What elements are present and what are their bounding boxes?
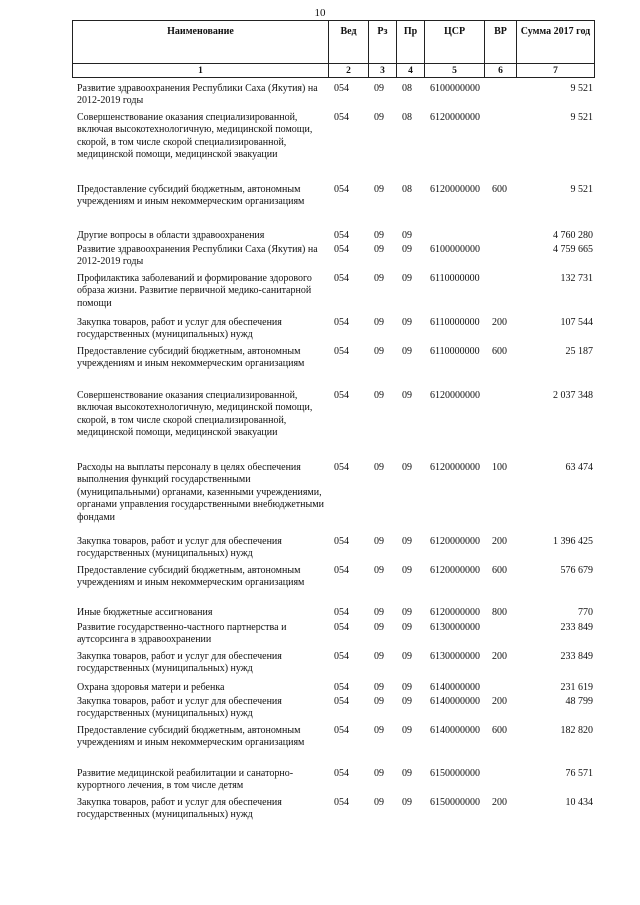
row-ved: 054 <box>334 112 349 123</box>
row-name: Закупка товаров, работ и услуг для обеспечения государственных (муниципальных) нужд <box>77 696 282 720</box>
row-name: Охрана здоровья матери и ребенка <box>77 682 225 693</box>
row-sum: 9 521 <box>570 83 593 94</box>
row-rz: 09 <box>374 462 384 473</box>
row-name: Закупка товаров, работ и услуг для обеспечения государственных (муниципальных) нужд <box>77 797 282 821</box>
row-ved: 054 <box>334 462 349 473</box>
row-csr: 6120000000 <box>430 390 480 401</box>
page-number: 10 <box>314 7 326 19</box>
row-name: Развитие государственно-частного партнерства и аутсорсинга в здравоохранении <box>77 622 287 646</box>
row-ved: 054 <box>334 725 349 736</box>
row-vr: 200 <box>492 797 507 808</box>
row-rz: 09 <box>374 797 384 808</box>
row-csr: 6110000000 <box>430 346 480 357</box>
row-ved: 054 <box>334 622 349 633</box>
row-sum: 48 799 <box>565 696 593 707</box>
row-csr: 6120000000 <box>430 462 480 473</box>
row-csr: 6100000000 <box>430 83 480 94</box>
row-vr: 600 <box>492 184 507 195</box>
row-pr: 09 <box>402 346 412 357</box>
row-rz: 09 <box>374 346 384 357</box>
column-header-sum: Сумма 2017 год <box>517 21 595 64</box>
column-header-rz: Рз <box>369 21 397 64</box>
column-number: 5 <box>425 64 485 78</box>
row-pr: 09 <box>402 651 412 662</box>
row-name: Закупка товаров, работ и услуг для обеспечения государственных (муниципальных) нужд <box>77 536 282 560</box>
row-csr: 6140000000 <box>430 696 480 707</box>
row-sum: 233 849 <box>560 622 593 633</box>
column-header-name: Наименование <box>73 21 329 64</box>
row-pr: 09 <box>402 462 412 473</box>
row-sum: 63 474 <box>565 462 593 473</box>
row-sum: 9 521 <box>570 184 593 195</box>
row-name: Совершенствование оказания специализированной, включая высокотехнологичную, медицинской помощи, скорой, в том числе скорой специализированной, медицинской помощи, медицинской эвакуации <box>77 390 313 439</box>
row-pr: 09 <box>402 725 412 736</box>
row-name: Расходы на выплаты персоналу в целях обеспечения выполнения функций государственными (муниципальными) органами, казенными учреждениями, органами управления государственными внебюджетными фондами <box>77 462 324 523</box>
column-header-csr: ЦСР <box>425 21 485 64</box>
column-number: 2 <box>329 64 369 78</box>
row-rz: 09 <box>374 682 384 693</box>
row-pr: 08 <box>402 184 412 195</box>
row-csr: 6120000000 <box>430 536 480 547</box>
row-rz: 09 <box>374 244 384 255</box>
row-vr: 200 <box>492 651 507 662</box>
row-ved: 054 <box>334 184 349 195</box>
row-rz: 09 <box>374 622 384 633</box>
column-number: 1 <box>73 64 329 78</box>
row-name: Закупка товаров, работ и услуг для обеспечения государственных (муниципальных) нужд <box>77 317 282 341</box>
row-ved: 054 <box>334 317 349 328</box>
row-pr: 09 <box>402 317 412 328</box>
row-sum: 4 759 665 <box>553 244 593 255</box>
row-sum: 182 820 <box>560 725 593 736</box>
row-vr: 600 <box>492 565 507 576</box>
row-pr: 08 <box>402 112 412 123</box>
row-sum: 9 521 <box>570 112 593 123</box>
row-pr: 09 <box>402 230 412 241</box>
row-sum: 233 849 <box>560 651 593 662</box>
row-rz: 09 <box>374 184 384 195</box>
row-ved: 054 <box>334 682 349 693</box>
row-name: Предоставление субсидий бюджетным, автономным учреждениям и иным некоммерческим организациям <box>77 565 305 589</box>
row-rz: 09 <box>374 651 384 662</box>
row-name: Развитие медицинской реабилитации и санаторно-курортного лечения, в том числе детям <box>77 768 294 792</box>
row-sum: 25 187 <box>565 346 593 357</box>
column-header-ved: Вед <box>329 21 369 64</box>
row-ved: 054 <box>334 244 349 255</box>
row-csr: 6130000000 <box>430 622 480 633</box>
row-rz: 09 <box>374 768 384 779</box>
row-sum: 10 434 <box>565 797 593 808</box>
row-pr: 09 <box>402 390 412 401</box>
row-sum: 770 <box>578 607 593 618</box>
row-ved: 054 <box>334 273 349 284</box>
row-csr: 6150000000 <box>430 768 480 779</box>
row-csr: 6150000000 <box>430 797 480 808</box>
row-pr: 08 <box>402 83 412 94</box>
column-number: 7 <box>517 64 595 78</box>
row-pr: 09 <box>402 244 412 255</box>
row-rz: 09 <box>374 317 384 328</box>
row-vr: 200 <box>492 696 507 707</box>
row-name: Развитие здравоохранения Республики Саха (Якутия) на 2012-2019 годы <box>77 83 318 107</box>
row-vr: 100 <box>492 462 507 473</box>
row-sum: 2 037 348 <box>553 390 593 401</box>
row-pr: 09 <box>402 565 412 576</box>
row-ved: 054 <box>334 346 349 357</box>
row-sum: 4 760 280 <box>553 230 593 241</box>
row-sum: 1 396 425 <box>553 536 593 547</box>
row-pr: 09 <box>402 536 412 547</box>
row-pr: 09 <box>402 768 412 779</box>
row-vr: 600 <box>492 346 507 357</box>
row-vr: 200 <box>492 536 507 547</box>
row-name: Развитие здравоохранения Республики Саха (Якутия) на 2012-2019 годы <box>77 244 318 268</box>
row-csr: 6100000000 <box>430 244 480 255</box>
row-pr: 09 <box>402 682 412 693</box>
row-name: Предоставление субсидий бюджетным, автономным учреждениям и иным некоммерческим организациям <box>77 184 305 208</box>
row-ved: 054 <box>334 536 349 547</box>
row-rz: 09 <box>374 607 384 618</box>
row-ved: 054 <box>334 390 349 401</box>
row-csr: 6140000000 <box>430 682 480 693</box>
row-vr: 600 <box>492 725 507 736</box>
row-csr: 6120000000 <box>430 607 480 618</box>
row-name: Профилактика заболеваний и формирование здорового образа жизни. Развитие первичной медико-санитарной помощи <box>77 273 312 309</box>
row-name: Другие вопросы в области здравоохранения <box>77 230 265 241</box>
row-rz: 09 <box>374 696 384 707</box>
row-pr: 09 <box>402 797 412 808</box>
row-pr: 09 <box>402 696 412 707</box>
row-name: Иные бюджетные ассигнования <box>77 607 213 618</box>
row-ved: 054 <box>334 83 349 94</box>
row-vr: 200 <box>492 317 507 328</box>
row-rz: 09 <box>374 536 384 547</box>
row-sum: 576 679 <box>560 565 593 576</box>
row-rz: 09 <box>374 273 384 284</box>
row-ved: 054 <box>334 651 349 662</box>
column-number: 4 <box>397 64 425 78</box>
row-ved: 054 <box>334 565 349 576</box>
row-sum: 231 619 <box>560 682 593 693</box>
row-csr: 6120000000 <box>430 112 480 123</box>
column-number: 3 <box>369 64 397 78</box>
row-name: Предоставление субсидий бюджетным, автономным учреждениям и иным некоммерческим организациям <box>77 346 305 370</box>
row-name: Совершенствование оказания специализированной, включая высокотехнологичную, медицинской помощи, скорой, в том числе скорой специализированной, медицинской помощи, медицинской эвакуации <box>77 112 313 161</box>
row-name: Предоставление субсидий бюджетным, автономным учреждениям и иным некоммерческим организациям <box>77 725 305 749</box>
row-rz: 09 <box>374 112 384 123</box>
row-rz: 09 <box>374 230 384 241</box>
row-pr: 09 <box>402 607 412 618</box>
row-ved: 054 <box>334 230 349 241</box>
table-header <box>72 20 595 78</box>
row-pr: 09 <box>402 273 412 284</box>
column-header-pr: Пр <box>397 21 425 64</box>
row-ved: 054 <box>334 607 349 618</box>
column-header-vr: ВР <box>485 21 517 64</box>
row-rz: 09 <box>374 725 384 736</box>
row-ved: 054 <box>334 797 349 808</box>
row-vr: 800 <box>492 607 507 618</box>
row-ved: 054 <box>334 696 349 707</box>
row-pr: 09 <box>402 622 412 633</box>
row-csr: 6110000000 <box>430 273 480 284</box>
row-csr: 6120000000 <box>430 184 480 195</box>
row-rz: 09 <box>374 83 384 94</box>
row-csr: 6140000000 <box>430 725 480 736</box>
row-csr: 6110000000 <box>430 317 480 328</box>
row-name: Закупка товаров, работ и услуг для обеспечения государственных (муниципальных) нужд <box>77 651 282 675</box>
row-ved: 054 <box>334 768 349 779</box>
column-number: 6 <box>485 64 517 78</box>
row-sum: 132 731 <box>560 273 593 284</box>
row-rz: 09 <box>374 390 384 401</box>
row-csr: 6130000000 <box>430 651 480 662</box>
row-sum: 76 571 <box>565 768 593 779</box>
row-rz: 09 <box>374 565 384 576</box>
row-csr: 6120000000 <box>430 565 480 576</box>
row-sum: 107 544 <box>560 317 593 328</box>
